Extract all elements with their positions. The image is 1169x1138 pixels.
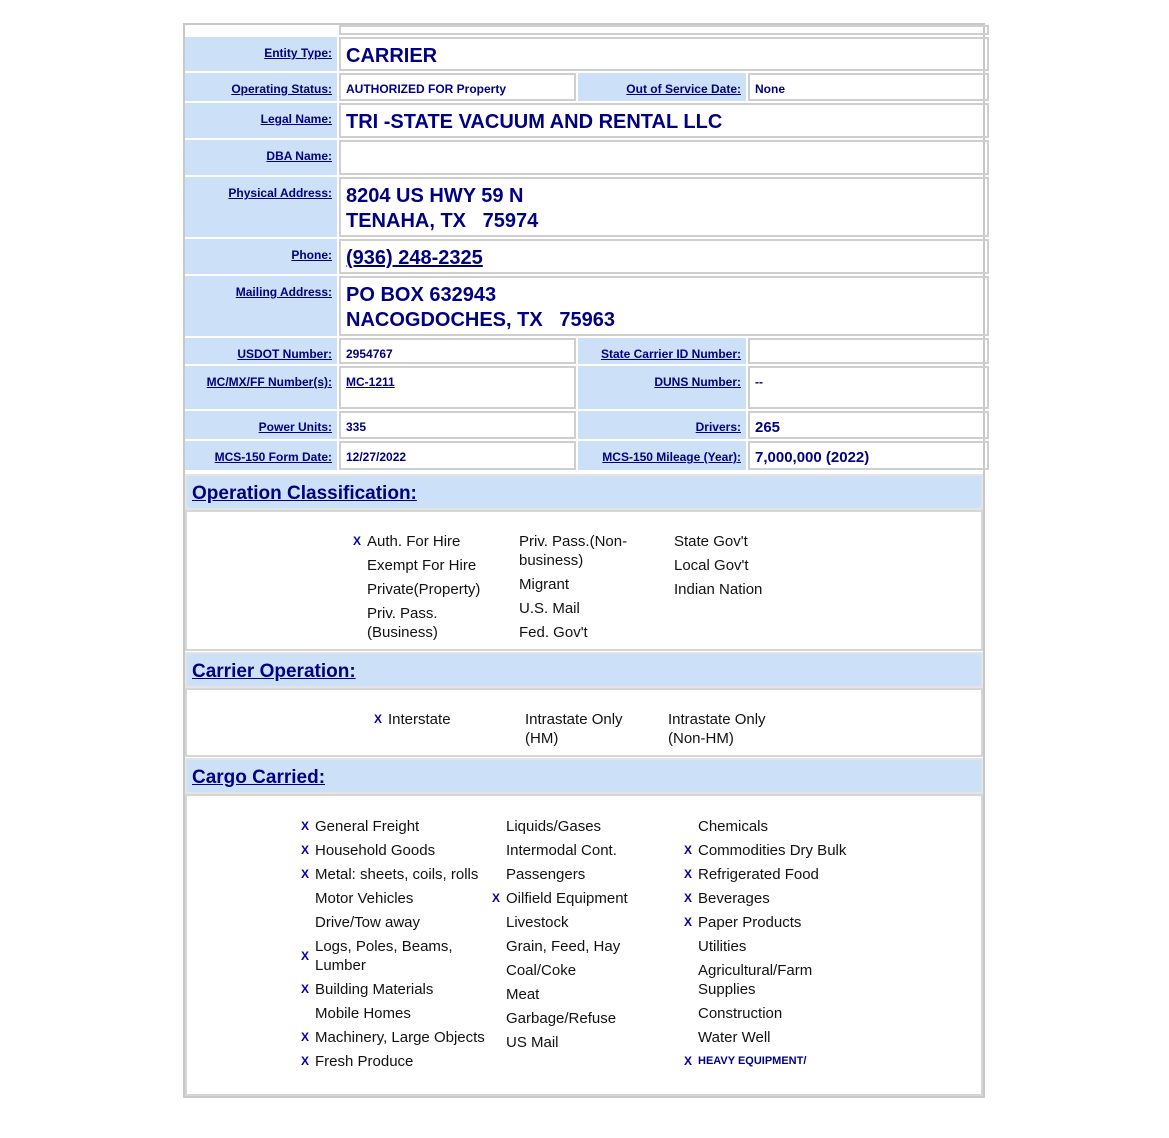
- drivers-value: 265: [748, 411, 989, 439]
- checklist-item: [519, 599, 649, 618]
- checklist-item: [698, 961, 858, 999]
- checked-mark-icon: X: [301, 867, 310, 881]
- usdot-number-label[interactable]: USDOT Number:: [185, 338, 337, 364]
- checklist-item: [506, 985, 666, 1004]
- checklist-item: [353, 532, 497, 551]
- carrier-operation-body: [185, 688, 983, 757]
- operation-classification-header: [185, 474, 983, 510]
- checklist-item: [698, 817, 858, 836]
- checklist-item-label: U.S. Mail: [519, 600, 580, 617]
- checked-mark-icon: X: [684, 843, 693, 857]
- checklist-item-label: Water Well: [698, 1029, 771, 1046]
- checked-mark-icon: X: [301, 1054, 310, 1068]
- operation-classification-col3: [674, 532, 774, 604]
- checklist-item-label: Intermodal Cont.: [506, 842, 617, 859]
- entity-type-value: CARRIER: [339, 37, 989, 71]
- checklist-item: [367, 580, 497, 599]
- power-units-label[interactable]: Power Units:: [185, 411, 337, 439]
- checklist-item-label: Household Goods: [315, 842, 436, 859]
- cargo-carried-col3: [684, 817, 858, 1076]
- checklist-item: [684, 913, 858, 932]
- mcs150-date-label[interactable]: MCS-150 Form Date:: [185, 441, 337, 470]
- phone-link[interactable]: (936) 248-2325: [346, 247, 483, 269]
- checked-mark-icon: X: [353, 534, 362, 548]
- checklist-item-label: Grain, Feed, Hay: [506, 938, 621, 955]
- legal-name-value: TRI -STATE VACUUM AND RENTAL LLC: [339, 103, 989, 138]
- checklist-item-label: Indian Nation: [674, 581, 763, 598]
- checklist-item: [506, 937, 666, 956]
- checklist-item: [315, 889, 490, 908]
- checked-mark-icon: X: [684, 867, 693, 881]
- checklist-item: [301, 865, 490, 884]
- checked-mark-icon: X: [301, 982, 310, 996]
- checked-mark-icon: X: [684, 891, 693, 905]
- carrier-operation-col3: [668, 710, 788, 753]
- usdot-number-value: 2954767: [339, 338, 576, 364]
- checklist-item: [301, 1052, 490, 1071]
- cargo-carried-header: [185, 758, 983, 794]
- physical-address-line2: TENAHA, TX 75974: [346, 210, 539, 232]
- mcs150-date-value: 12/27/2022: [339, 441, 576, 470]
- checklist-item-label: Meat: [506, 986, 540, 1003]
- state-carrier-id-value: [748, 338, 989, 364]
- checked-mark-icon: X: [684, 1054, 693, 1068]
- checklist-item-label: HEAVY EQUIPMENT/: [698, 1055, 807, 1067]
- checklist-item: [519, 532, 649, 570]
- mailing-address-value: [339, 276, 989, 336]
- checklist-item-label: Chemicals: [698, 818, 769, 835]
- checklist-item: [506, 841, 666, 860]
- checklist-item: [698, 1028, 858, 1047]
- checklist-item-label: Interstate: [388, 711, 451, 728]
- checklist-item: [301, 817, 490, 836]
- entity-type-label[interactable]: Entity Type:: [185, 37, 337, 71]
- checklist-item: [301, 980, 490, 999]
- checklist-item-label: Priv. Pass.(Non-business): [519, 533, 628, 569]
- checklist-item-label: Auth. For Hire: [367, 533, 461, 550]
- operation-classification-title[interactable]: Operation Classification:: [192, 483, 417, 504]
- checklist-item-label: Liquids/Gases: [506, 818, 602, 835]
- checklist-item: [698, 1004, 858, 1023]
- checklist-item: [367, 604, 497, 642]
- duns-number-label[interactable]: DUNS Number:: [578, 366, 746, 409]
- checked-mark-icon: X: [301, 1030, 310, 1044]
- checklist-item-label: Livestock: [506, 914, 569, 931]
- mcs150-mileage-label[interactable]: MCS-150 Mileage (Year):: [578, 441, 746, 470]
- checklist-item-label: Garbage/Refuse: [506, 1010, 617, 1027]
- checklist-item: [684, 889, 858, 908]
- state-carrier-id-label[interactable]: State Carrier ID Number:: [578, 338, 746, 364]
- checklist-item: [519, 623, 649, 642]
- legal-name-label[interactable]: Legal Name:: [185, 103, 337, 138]
- checked-mark-icon: X: [301, 843, 310, 857]
- checklist-item-label: Coal/Coke: [506, 962, 577, 979]
- checklist-item-label: Refrigerated Food: [698, 866, 819, 883]
- operation-classification-col1: [353, 532, 497, 647]
- checklist-item-label: State Gov't: [674, 533, 748, 550]
- cargo-carried-title[interactable]: Cargo Carried:: [192, 767, 326, 788]
- checklist-item: [674, 580, 774, 599]
- checklist-item-label: Oilfield Equipment: [506, 890, 628, 907]
- checklist-item: [506, 961, 666, 980]
- checked-mark-icon: X: [301, 819, 310, 833]
- checklist-item: [315, 913, 490, 932]
- checklist-item-label: Exempt For Hire: [367, 557, 477, 574]
- checklist-item-label: Drive/Tow away: [315, 914, 421, 931]
- cargo-carried-col1: [301, 817, 490, 1076]
- checklist-item-label: Fed. Gov't: [519, 624, 588, 641]
- checklist-item-label: Motor Vehicles: [315, 890, 414, 907]
- checklist-item: [674, 532, 774, 551]
- checklist-item-label: Machinery, Large Objects: [315, 1029, 485, 1046]
- physical-address-line1: 8204 US HWY 59 N: [346, 185, 524, 207]
- checklist-item: [374, 710, 508, 729]
- mailing-address-line2: NACOGDOCHES, TX 75963: [346, 309, 615, 331]
- mailing-address-line1: PO BOX 632943: [346, 284, 497, 306]
- checklist-item: [698, 937, 858, 956]
- checklist-item: [684, 841, 858, 860]
- carrier-info-table: [183, 23, 991, 472]
- checklist-item: [519, 575, 649, 594]
- cargo-carried-col2: [492, 817, 666, 1057]
- checklist-item: [301, 1028, 490, 1047]
- mc-number-value: [339, 366, 576, 409]
- checklist-item-label: US Mail: [506, 1034, 559, 1051]
- checklist-item-label: Fresh Produce: [315, 1053, 414, 1070]
- checklist-item-label: Migrant: [519, 576, 570, 593]
- physical-address-label[interactable]: Physical Address:: [185, 177, 337, 237]
- checklist-item: [301, 841, 490, 860]
- checklist-item-label: Mobile Homes: [315, 1005, 411, 1022]
- checklist-item: [367, 556, 497, 575]
- checklist-item: [684, 1052, 858, 1071]
- checklist-item-label: Priv. Pass. (Business): [367, 605, 438, 641]
- checklist-item-label: Beverages: [698, 890, 770, 907]
- checked-mark-icon: X: [492, 891, 501, 905]
- checklist-item-label: Commodities Dry Bulk: [698, 842, 847, 859]
- checklist-item: [315, 1004, 490, 1023]
- checklist-item-label: Metal: sheets, coils, rolls: [315, 866, 479, 883]
- checklist-item: [674, 556, 774, 575]
- out-of-service-date-label[interactable]: Out of Service Date:: [578, 73, 746, 101]
- mc-number-label[interactable]: MC/MX/FF Number(s):: [185, 366, 337, 409]
- operating-status-label[interactable]: Operating Status:: [185, 73, 337, 101]
- checklist-item: [301, 937, 490, 975]
- checked-mark-icon: X: [684, 915, 693, 929]
- mailing-address-label[interactable]: Mailing Address:: [185, 276, 337, 336]
- checklist-item-label: Private(Property): [367, 581, 481, 598]
- checklist-item-label: Intrastate Only (HM): [525, 711, 623, 747]
- checked-mark-icon: X: [374, 712, 383, 726]
- checklist-item-label: Local Gov't: [674, 557, 749, 574]
- phone-value: [339, 239, 989, 274]
- phone-label[interactable]: Phone:: [185, 239, 337, 274]
- checklist-item: [506, 913, 666, 932]
- checklist-item: [506, 865, 666, 884]
- checklist-item-label: Passengers: [506, 866, 586, 883]
- cargo-carried-body: [185, 794, 983, 1096]
- dba-name-value: [339, 140, 989, 175]
- checklist-item: [525, 710, 645, 748]
- checklist-item-label: Paper Products: [698, 914, 802, 931]
- carrier-operation-col1: [374, 710, 508, 734]
- carrier-operation-header: [185, 652, 983, 688]
- checklist-item-label: Agricultural/Farm Supplies: [698, 962, 813, 998]
- carrier-operation-col2: [525, 710, 645, 753]
- checklist-item-label: Construction: [698, 1005, 783, 1022]
- checklist-item-label: Logs, Poles, Beams, Lumber: [315, 938, 453, 974]
- checklist-item-label: General Freight: [315, 818, 420, 835]
- operation-classification-body: [185, 510, 983, 651]
- checklist-item-label: Utilities: [698, 938, 747, 955]
- checklist-item: [668, 710, 788, 748]
- checklist-item-label: Building Materials: [315, 981, 434, 998]
- duns-number-value: --: [748, 366, 989, 409]
- dba-name-label[interactable]: DBA Name:: [185, 140, 337, 175]
- power-units-value: 335: [339, 411, 576, 439]
- operation-classification-col2: [519, 532, 649, 647]
- operating-status-value: AUTHORIZED FOR Property: [339, 73, 576, 101]
- mc-number-link[interactable]: MC-1211: [346, 375, 395, 389]
- drivers-label[interactable]: Drivers:: [578, 411, 746, 439]
- physical-address-value: [339, 177, 989, 237]
- carrier-operation-title[interactable]: Carrier Operation:: [192, 661, 356, 682]
- checklist-item: [506, 1009, 666, 1028]
- checklist-item-label: Intrastate Only (Non-HM): [668, 711, 766, 747]
- checklist-item: [492, 889, 666, 908]
- checklist-item: [506, 817, 666, 836]
- checked-mark-icon: X: [301, 949, 310, 963]
- checklist-item: [684, 865, 858, 884]
- checklist-item: [506, 1033, 666, 1052]
- out-of-service-date-value: None: [748, 73, 989, 101]
- mcs150-mileage-value: 7,000,000 (2022): [748, 441, 989, 470]
